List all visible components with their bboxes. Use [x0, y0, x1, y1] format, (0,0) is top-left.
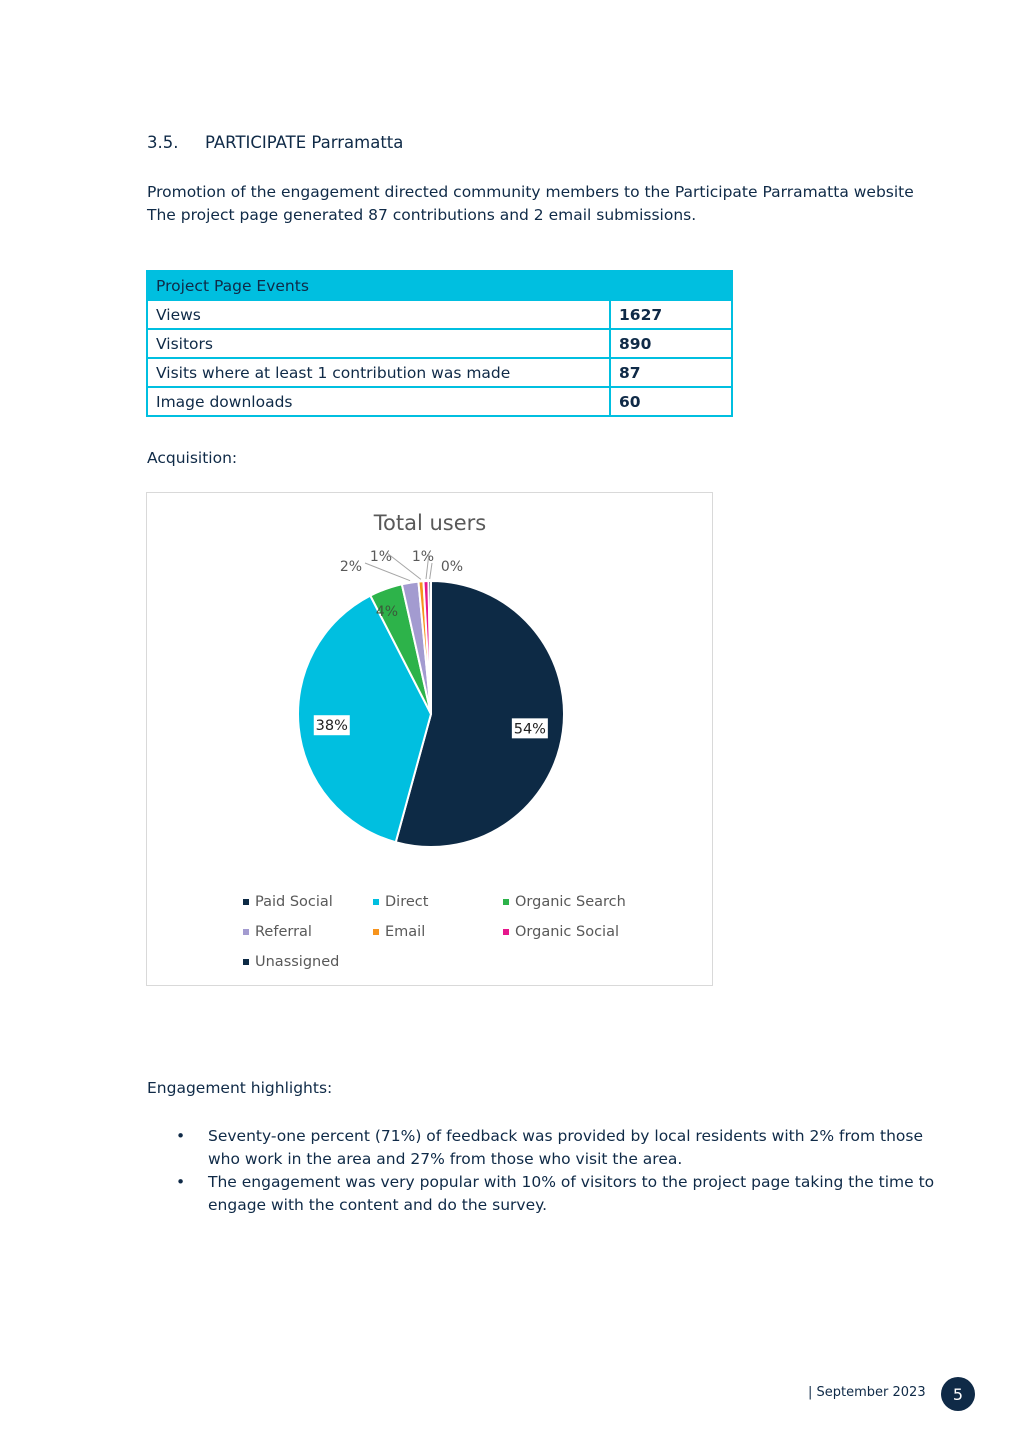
- row-label: Visits where at least 1 contribution was made: [147, 358, 610, 387]
- data-label: 4%: [375, 604, 399, 620]
- table-header-value: [610, 271, 732, 300]
- legend-swatch: [503, 899, 509, 905]
- row-value: 87: [610, 358, 732, 387]
- legend-label: Direct: [385, 894, 429, 910]
- list-item: • The engagement was very popular with 10% of visitors to the project page taking the time to engage with the content and do the survey.: [147, 1171, 957, 1217]
- row-value: 1627: [610, 300, 732, 329]
- table-header-row: [147, 271, 732, 300]
- highlights-list: [147, 1125, 957, 1217]
- legend-swatch: [243, 929, 249, 935]
- project-page-events-table: [146, 270, 733, 417]
- legend-label: Unassigned: [255, 954, 340, 970]
- row-value: 60: [610, 387, 732, 416]
- data-label: 0%: [440, 559, 464, 575]
- table-row: [147, 300, 732, 329]
- row-label: Views: [147, 300, 610, 329]
- table-header: Project Page Events: [147, 271, 610, 300]
- legend-swatch: [243, 959, 249, 965]
- table-row: [147, 329, 732, 358]
- pie-chart: [147, 493, 714, 987]
- legend-swatch: [503, 929, 509, 935]
- section-heading: [147, 133, 403, 152]
- page-number-badge: 5: [941, 1377, 975, 1411]
- legend-label: Paid Social: [255, 894, 333, 910]
- legend-swatch: [243, 899, 249, 905]
- chart-title: Total users: [373, 511, 487, 535]
- legend-label: Organic Search: [515, 894, 626, 910]
- intro-line: The project page generated 87 contributions and 2 email submissions.: [147, 206, 697, 224]
- legend-swatch: [373, 929, 379, 935]
- footer-date: | September 2023: [808, 1385, 926, 1400]
- section-number: 3.5.: [147, 133, 179, 152]
- leader-line: [430, 563, 432, 579]
- section-title: PARTICIPATE Parramatta: [205, 133, 404, 152]
- table-row: [147, 358, 732, 387]
- legend-label: Email: [385, 924, 426, 940]
- data-label: 54%: [513, 721, 546, 738]
- intro-paragraph: [147, 181, 947, 227]
- data-label: 1%: [411, 549, 435, 565]
- row-label: Visitors: [147, 329, 610, 358]
- legend-label: Referral: [255, 924, 312, 940]
- pie-chart-container: [146, 492, 713, 986]
- intro-line: Promotion of the engagement directed community members to the Participate Parramatta website: [147, 183, 914, 201]
- list-item: • Seventy-one percent (71%) of feedback was provided by local residents with 2% from those who work in the area and 27% from those who visit the area.: [147, 1125, 957, 1171]
- engagement-label: Engagement highlights:: [147, 1079, 333, 1097]
- row-value: 890: [610, 329, 732, 358]
- row-label: Image downloads: [147, 387, 610, 416]
- legend-swatch: [373, 899, 379, 905]
- data-label: 2%: [339, 559, 363, 575]
- legend-label: Organic Social: [515, 924, 619, 940]
- data-label: 38%: [315, 718, 348, 735]
- table-row: [147, 387, 732, 416]
- data-label: 1%: [369, 549, 393, 565]
- acquisition-label: Acquisition:: [147, 449, 238, 467]
